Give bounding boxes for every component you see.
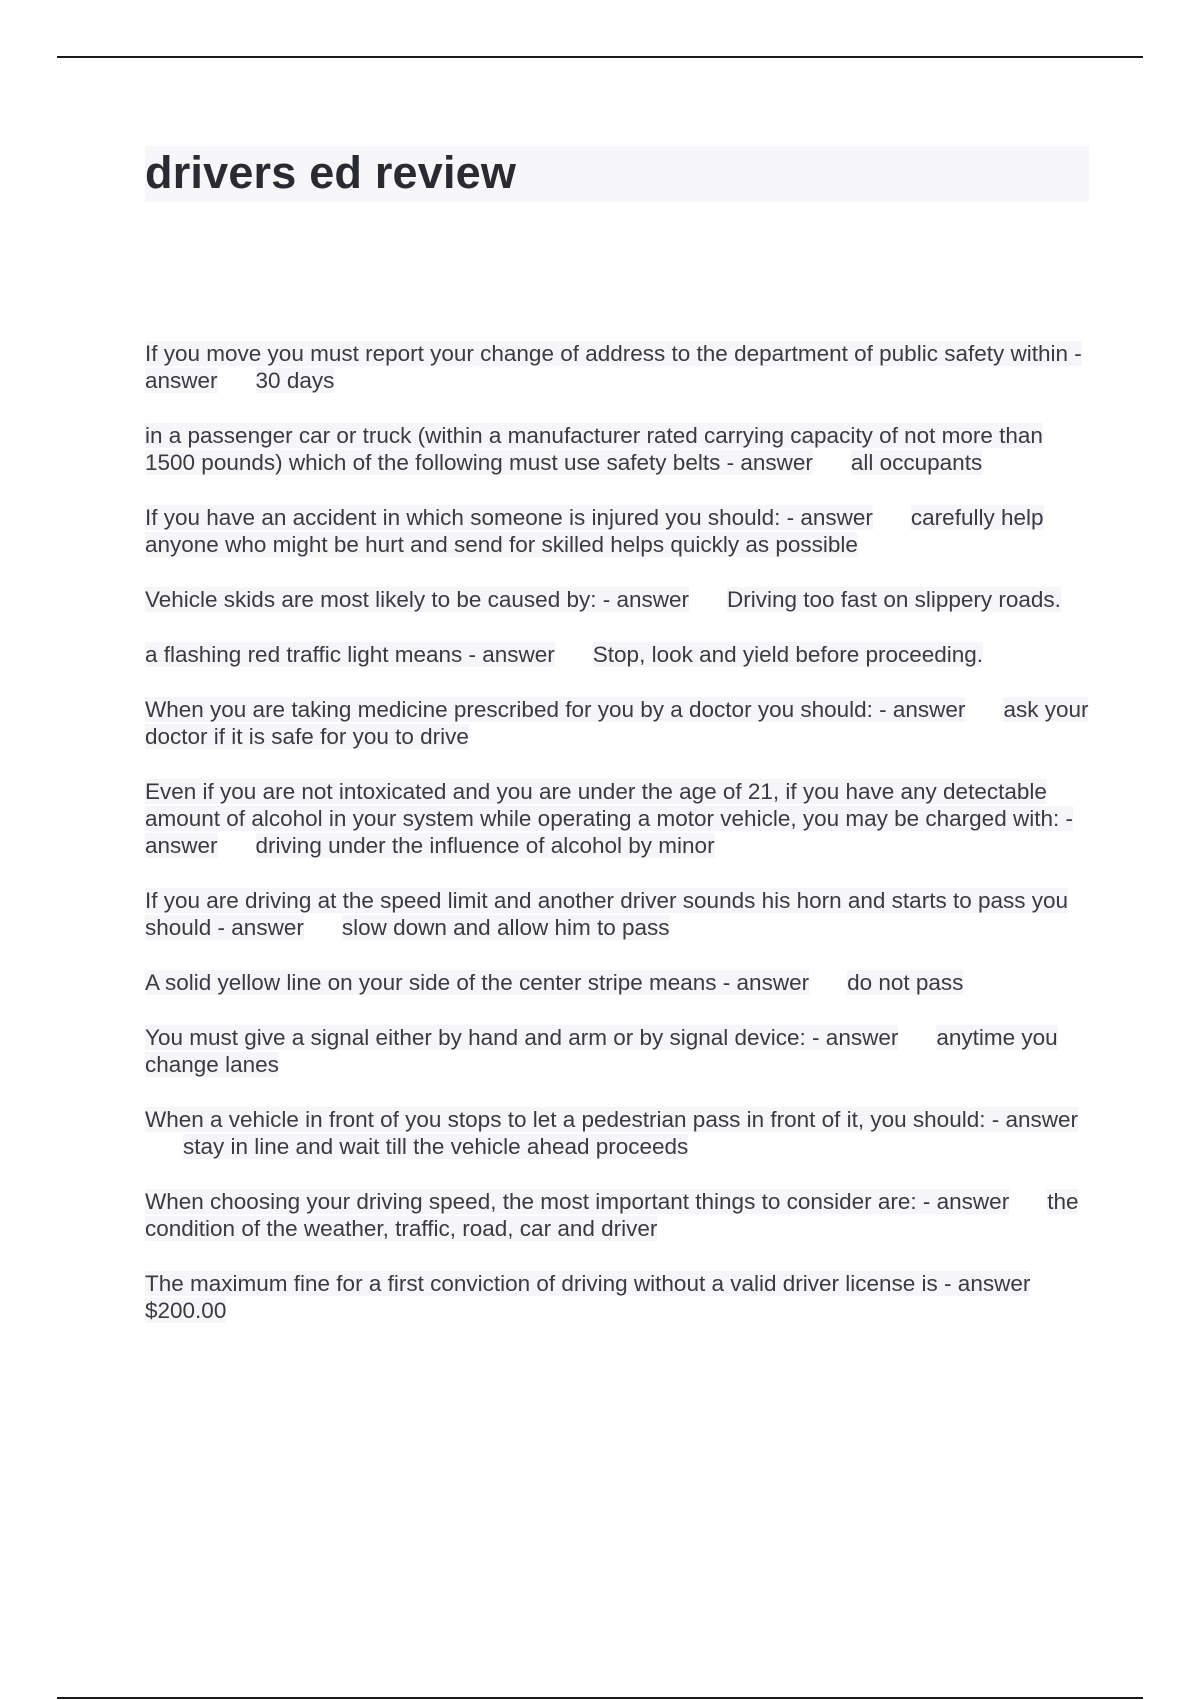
question-text: The maximum fine for a first conviction of driving without a valid driver license is - answer: [145, 1271, 1031, 1296]
question-text: in a passenger car or truck (within a manufacturer rated carrying capacity of not more than 1500 pounds) which of the following must use safety belts - answer: [145, 423, 1043, 475]
qa-item: [145, 887, 1089, 941]
top-rule: [57, 56, 1143, 58]
question-text: Even if you are not intoxicated and you are under the age of 21, if you have any detectable amount of alcohol in your system while operating a motor vehicle, you may be charged with: - answer: [145, 779, 1073, 858]
qa-item: [145, 1188, 1089, 1242]
answer-text: ask your doctor if it is safe for you to drive: [145, 697, 1089, 749]
answer-text: slow down and allow him to pass: [341, 915, 670, 940]
question-text: Vehicle skids are most likely to be caused by: - answer: [145, 587, 689, 612]
answer-text: Driving too fast on slippery roads.: [727, 587, 1061, 612]
qa-item: [145, 504, 1089, 558]
answer-text: Stop, look and yield before proceeding.: [592, 642, 984, 667]
answer-text: $200.00: [145, 1298, 227, 1323]
answer-text: 30 days: [255, 368, 335, 393]
question-text: When a vehicle in front of you stops to let a pedestrian pass in front of it, you should: - answer: [145, 1107, 1079, 1132]
question-text: You must give a signal either by hand and arm or by signal device: - answer: [145, 1025, 899, 1050]
qa-item: [145, 1270, 1089, 1324]
qa-item: [145, 586, 1089, 613]
answer-text: anytime you change lanes: [145, 1025, 1058, 1077]
question-text: When you are taking medicine prescribed for you by a doctor you should: - answer: [145, 697, 966, 722]
question-text: If you move you must report your change of address to the department of public safety within - answer: [145, 341, 1082, 393]
qa-item: [145, 422, 1089, 476]
page-title: drivers ed review: [145, 147, 517, 198]
qa-list: [145, 340, 1089, 1352]
question-text: If you have an accident in which someone is injured you should: - answer: [145, 505, 873, 530]
answer-text: all occupants: [850, 450, 983, 475]
qa-item: [145, 969, 1089, 996]
qa-item: [145, 641, 1089, 668]
question-text: When choosing your driving speed, the most important things to consider are: - answer: [145, 1189, 1010, 1214]
qa-item: [145, 696, 1089, 750]
answer-text: driving under the influence of alcohol by minor: [255, 833, 715, 858]
qa-item: [145, 1106, 1089, 1160]
qa-item: [145, 1024, 1089, 1078]
answer-text: do not pass: [847, 970, 964, 995]
qa-item: [145, 778, 1089, 859]
answer-text: stay in line and wait till the vehicle ahead proceeds: [183, 1134, 689, 1159]
question-text: A solid yellow line on your side of the center stripe means - answer: [145, 970, 810, 995]
question-text: If you are driving at the speed limit and another driver sounds his horn and starts to pass you should - answer: [145, 888, 1069, 940]
question-text: a flashing red traffic light means - answer: [145, 642, 555, 667]
answer-text: the condition of the weather, traffic, road, car and driver: [145, 1189, 1079, 1241]
answer-text: carefully help anyone who might be hurt and send for skilled helps quickly as possible: [145, 505, 1044, 557]
qa-item: [145, 340, 1089, 394]
bottom-rule: [57, 1697, 1143, 1699]
